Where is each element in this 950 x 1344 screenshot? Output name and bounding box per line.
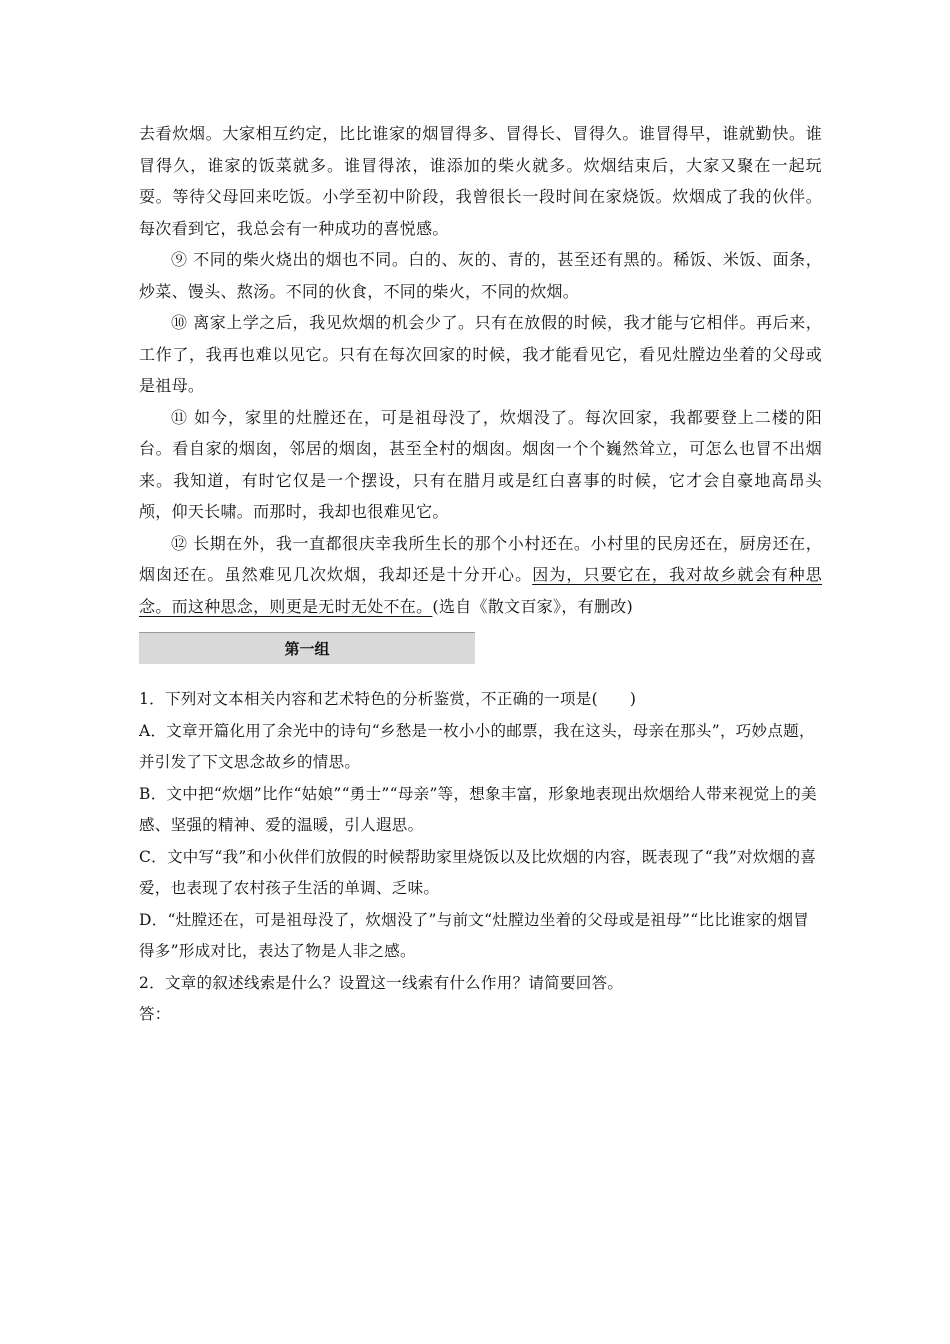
- question-1-stem: [139, 684, 822, 716]
- questions-block: [139, 684, 822, 1031]
- passage-paragraph-9: ⑨ 不同的柴火烧出的烟也不同。白的、灰的、青的，甚至还有黑的。稀饭、米饭、面条，炒菜、馒头、熬汤。不同的伙食，不同的柴火，不同的炊烟。: [139, 250, 822, 301]
- answer-label: 答：: [139, 1005, 171, 1023]
- paragraph-12-underlined-sentence: 因为，只要它在，我对故乡就会有种思念。而这种思念，则更是无时无处不在。: [139, 565, 822, 616]
- paragraph-12-text: ⑫ 长期在外，我一直都很庆幸我所生长的那个小村还在。小村里的民房还在，厨房还在，烟囱还在。虽然难见几次炊烟，我却还是十分开心。: [139, 533, 822, 584]
- document-page: [139, 118, 822, 1031]
- option-a: A．文章开篇化用了余光中的诗句“乡愁是一枚小小的邮票，我在这头，母亲在那头”，巧妙点题，并引发了下文思念故乡的情思。: [139, 721, 815, 771]
- option-d: D．“灶膛还在，可是祖母没了，炊烟没了”与前文“灶膛边坐着的父母或是祖母”“比比谁家的烟冒得多”形成对比，表达了物是人非之感。: [139, 910, 810, 960]
- question-1-paren-close: ): [629, 690, 637, 708]
- question-1-text: 1．下列对文本相关内容和艺术特色的分析鉴赏，不正确的一项是(: [139, 690, 598, 708]
- section-title: 第一组: [284, 640, 330, 658]
- passage-paragraph-continued: 去看炊烟。大家相互约定，比比谁家的烟冒得多、冒得长、冒得久。谁冒得早，谁就勤快。谁冒得久，谁家的饭菜就多。谁冒得浓，谁添加的柴火就多。炊烟结束后，大家又聚在一起玩耍。等待父母回来吃饭。小学至初中阶段，我曾很长一段时间在家烧饭。炊烟成了我的伙伴。每次看到它，我总会有一种成功的喜悦感。: [139, 124, 822, 238]
- option-b: B．文中把“炊烟”比作“姑娘”“勇士”“母亲”等，想象丰富，形象地表现出炊烟给人带来视觉上的美感、坚强的精神、爱的温暖，引人遐思。: [139, 784, 817, 834]
- passage-paragraph-10: ⑩ 离家上学之后，我见炊烟的机会少了。只有在放假的时候，我才能与它相伴。再后来，工作了，我再也难以见它。只有在每次回家的时候，我才能看见它，看见灶膛边坐着的父母或是祖母。: [139, 313, 822, 395]
- question-2-stem: 2．文章的叙述线索是什么？设置这一线索有什么作用？请简要回答。: [139, 973, 624, 992]
- section-header-bar: [139, 632, 475, 664]
- option-c: C．文中写“我”和小伙伴们放假的时候帮助家里烧饭以及比炊烟的内容，既表现了“我”对炊烟的喜爱，也表现了农村孩子生活的单调、乏味。: [139, 847, 817, 897]
- passage-paragraph-12: [139, 528, 822, 623]
- passage-paragraph-11: ⑪ 如今，家里的灶膛还在，可是祖母没了，炊烟没了。每次回家，我都要登上二楼的阳台。看自家的烟囱，邻居的烟囱，甚至全村的烟囱。烟囱一个个巍然耸立，可怎么也冒不出烟来。我知道，有时它仅是一个摆设，只有在腊月或是红白喜事的时候，它才会自豪地高昂头颅，仰天长啸。而那时，我却也很难见它。: [139, 407, 822, 521]
- source-note: (选自《散文百家》，有删改): [432, 596, 634, 616]
